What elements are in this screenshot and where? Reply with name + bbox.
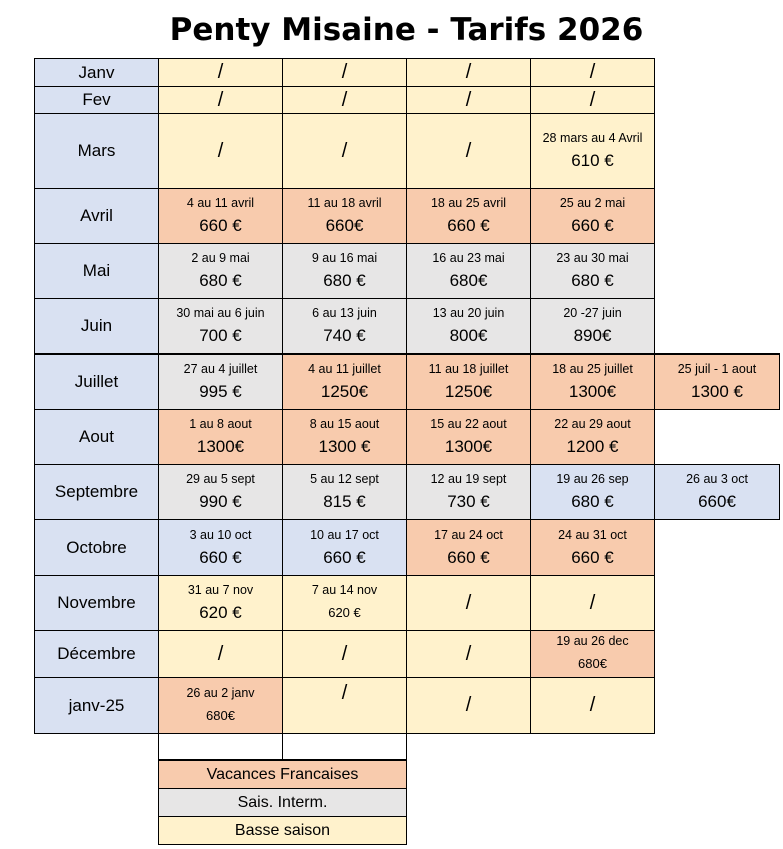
week-dates: 3 au 10 oct xyxy=(189,527,252,542)
week-cell xyxy=(406,86,531,114)
week-dates: 26 au 2 janv xyxy=(186,685,255,700)
week-price: 680€ xyxy=(206,707,235,723)
week-dates: 11 au 18 avril xyxy=(307,196,382,210)
week-cell xyxy=(158,677,283,734)
week-cell xyxy=(158,188,283,244)
week-dates: 18 au 25 avril xyxy=(430,196,507,210)
week-cell xyxy=(530,575,655,631)
week-dates: 26 au 3 oct xyxy=(686,472,748,486)
month-label: Aout xyxy=(34,409,159,465)
week-cell xyxy=(406,188,531,244)
week-cell xyxy=(654,353,780,410)
week-cell xyxy=(406,575,531,631)
week-cell xyxy=(158,575,283,631)
week-price: 610 € xyxy=(571,151,614,170)
week-dates: 6 au 13 juin xyxy=(312,306,377,320)
week-cell xyxy=(406,677,531,734)
week-dates: 2 au 9 mai xyxy=(191,251,250,265)
week-price: 1250€ xyxy=(444,382,493,401)
empty-slash: / xyxy=(589,591,596,614)
week-price: 620 € xyxy=(328,605,361,620)
week-dates: 31 au 7 nov xyxy=(187,583,254,597)
page-title: Penty Misaine - Tarifs 2026 xyxy=(169,12,644,48)
week-price: 680 € xyxy=(571,271,614,290)
week-cell xyxy=(282,409,407,465)
empty-slash: / xyxy=(217,642,224,665)
week-cell xyxy=(530,409,655,465)
week-dates: 24 au 31 oct xyxy=(558,527,627,542)
month-label: Juin xyxy=(34,298,159,354)
week-price: 660 € xyxy=(571,216,614,235)
week-price: 815 € xyxy=(323,492,366,511)
week-price: 1300€ xyxy=(196,437,245,456)
week-dates: 15 au 22 aout xyxy=(430,417,507,431)
week-cell xyxy=(530,353,655,410)
week-price: 800€ xyxy=(449,326,488,345)
week-price: 680€ xyxy=(578,656,607,671)
week-dates: 22 au 29 aout xyxy=(554,417,631,431)
week-price: 680 € xyxy=(199,271,242,290)
month-label: Septembre xyxy=(34,464,159,520)
week-dates: 9 au 16 mai xyxy=(311,251,378,265)
week-price: 660€ xyxy=(698,492,736,511)
week-price: 660 € xyxy=(447,216,490,235)
week-dates: 20 -27 juin xyxy=(563,306,622,320)
week-dates: 4 au 11 juillet xyxy=(308,362,381,376)
week-cell xyxy=(282,243,407,299)
week-dates: 1 au 8 aout xyxy=(189,417,252,431)
legend-item: Sais. Interm. xyxy=(158,788,407,817)
week-cell xyxy=(158,519,283,576)
week-cell xyxy=(530,113,655,189)
week-cell xyxy=(158,113,283,189)
week-price: 890€ xyxy=(573,326,612,345)
week-price: 620 € xyxy=(199,603,242,622)
empty-slash: / xyxy=(341,682,348,704)
empty-slash: / xyxy=(465,642,472,665)
empty-slash: / xyxy=(465,139,472,162)
week-cell xyxy=(282,58,407,87)
week-cell xyxy=(530,464,655,520)
empty-slash: / xyxy=(589,694,596,716)
week-cell xyxy=(530,86,655,114)
week-dates: 23 au 30 mai xyxy=(556,251,629,265)
week-cell xyxy=(282,353,407,410)
empty-slash: / xyxy=(589,88,596,111)
week-price: 680€ xyxy=(449,271,488,290)
week-dates: 5 au 12 sept xyxy=(310,472,379,486)
week-price: 1250€ xyxy=(320,382,369,401)
week-price: 660 € xyxy=(199,216,242,235)
week-cell xyxy=(530,243,655,299)
week-cell xyxy=(158,409,283,465)
week-dates: 11 au 18 juillet xyxy=(428,362,509,376)
week-cell xyxy=(282,464,407,520)
week-price: 1300 € xyxy=(318,437,371,456)
week-price: 1300€ xyxy=(568,382,617,401)
week-cell xyxy=(406,243,531,299)
month-label: Mai xyxy=(34,243,159,299)
week-price: 680 € xyxy=(323,271,366,290)
legend-item: Vacances Francaises xyxy=(158,760,407,789)
week-cell xyxy=(158,243,283,299)
empty-slash: / xyxy=(465,694,472,716)
month-label: Avril xyxy=(34,188,159,244)
week-cell xyxy=(654,464,780,520)
week-cell xyxy=(282,575,407,631)
empty-slash: / xyxy=(465,88,472,111)
week-cell xyxy=(158,630,283,678)
week-dates: 17 au 24 oct xyxy=(434,527,503,542)
week-cell xyxy=(282,298,407,354)
week-cell xyxy=(406,353,531,410)
week-dates: 16 au 23 mai xyxy=(432,251,505,265)
week-dates: 12 au 19 sept xyxy=(430,472,507,486)
week-dates: 30 mai au 6 juin xyxy=(176,306,265,320)
empty-slash: / xyxy=(341,139,348,162)
week-price: 680 € xyxy=(571,492,614,511)
week-price: 660 € xyxy=(323,547,366,567)
month-label: Fev xyxy=(34,86,159,114)
week-price: 660 € xyxy=(199,547,242,567)
week-cell xyxy=(282,113,407,189)
week-cell xyxy=(530,519,655,576)
week-cell xyxy=(406,58,531,87)
week-price: 660 € xyxy=(571,547,614,567)
week-dates: 25 au 2 mai xyxy=(559,196,626,210)
empty-slash: / xyxy=(341,642,348,665)
week-cell xyxy=(158,464,283,520)
empty-slash: / xyxy=(217,61,224,83)
week-dates: 10 au 17 oct xyxy=(310,527,379,542)
week-price: 730 € xyxy=(447,492,490,511)
week-dates: 28 mars au 4 Avril xyxy=(542,131,643,145)
week-cell xyxy=(530,298,655,354)
week-dates: 18 au 25 juillet xyxy=(552,362,633,376)
month-label: janv-25 xyxy=(34,677,159,734)
month-label: Janv xyxy=(34,58,159,87)
empty-slash: / xyxy=(341,61,348,83)
week-dates: 25 juil - 1 aout xyxy=(677,362,757,376)
week-dates: 7 au 14 nov xyxy=(311,583,378,597)
week-price: 700 € xyxy=(199,326,242,345)
week-cell xyxy=(530,630,655,678)
empty-slash: / xyxy=(217,88,224,111)
week-dates: 8 au 15 aout xyxy=(309,417,380,431)
week-price: 1200 € xyxy=(566,437,619,456)
week-cell xyxy=(282,188,407,244)
empty-box xyxy=(158,733,283,760)
week-cell xyxy=(406,630,531,678)
week-price: 995 € xyxy=(199,382,242,401)
month-label: Octobre xyxy=(34,519,159,576)
empty-slash: / xyxy=(465,591,472,614)
week-cell xyxy=(530,188,655,244)
week-dates: 19 au 26 dec xyxy=(556,634,629,648)
empty-box xyxy=(282,733,407,760)
week-price: 1300 € xyxy=(691,382,743,401)
week-price: 660€ xyxy=(325,216,364,235)
month-label: Novembre xyxy=(34,575,159,631)
week-cell xyxy=(530,677,655,734)
week-cell xyxy=(158,58,283,87)
empty-slash: / xyxy=(589,61,596,83)
week-cell xyxy=(282,630,407,678)
week-dates: 19 au 26 sep xyxy=(556,472,629,486)
week-dates: 29 au 5 sept xyxy=(186,472,255,486)
week-dates: 13 au 20 juin xyxy=(432,306,505,320)
legend-item: Basse saison xyxy=(158,816,407,845)
week-cell xyxy=(406,409,531,465)
week-cell xyxy=(282,519,407,576)
week-cell xyxy=(158,86,283,114)
week-price: 740 € xyxy=(323,326,366,345)
week-cell xyxy=(406,113,531,189)
month-label: Juillet xyxy=(34,353,159,410)
empty-slash: / xyxy=(341,88,348,111)
week-cell xyxy=(406,298,531,354)
empty-slash: / xyxy=(465,61,472,83)
week-cell xyxy=(530,58,655,87)
week-cell xyxy=(406,464,531,520)
week-cell xyxy=(158,353,283,410)
week-cell xyxy=(282,677,407,734)
week-cell xyxy=(406,519,531,576)
month-label: Décembre xyxy=(34,630,159,678)
week-cell xyxy=(158,298,283,354)
week-cell xyxy=(282,86,407,114)
empty-slash: / xyxy=(217,139,224,162)
week-price: 660 € xyxy=(447,547,490,567)
week-dates: 27 au 4 juillet xyxy=(183,362,258,376)
week-price: 1300€ xyxy=(444,437,493,456)
month-label: Mars xyxy=(34,113,159,189)
week-price: 990 € xyxy=(199,492,242,511)
week-dates: 4 au 11 avril xyxy=(186,196,255,210)
